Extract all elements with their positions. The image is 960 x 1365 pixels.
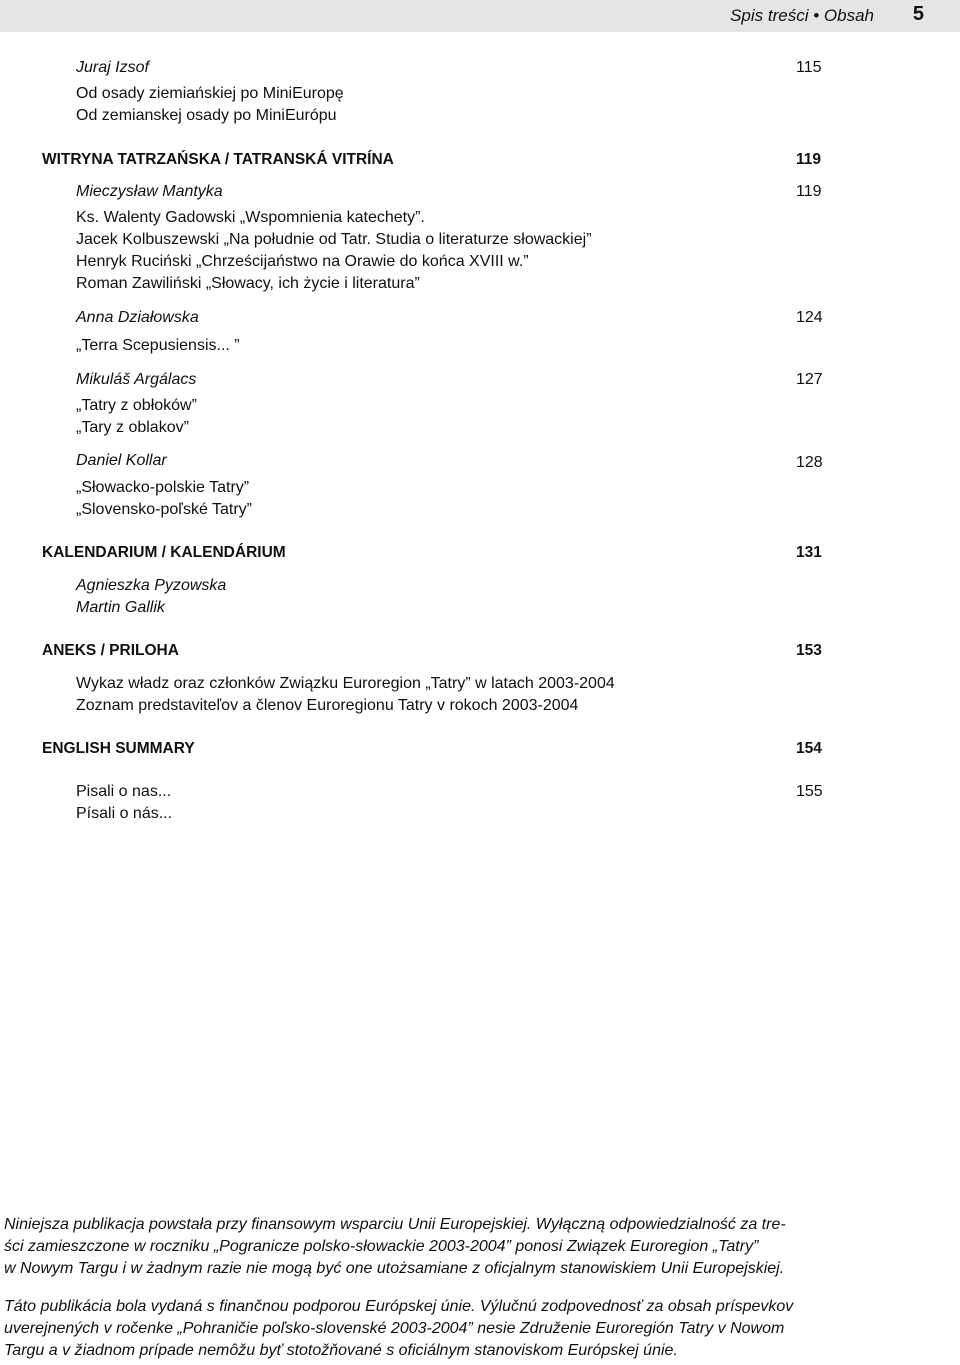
toc-page: 115 — [796, 59, 822, 76]
toc-title: „Slovensko-poľské Tatry” — [76, 501, 252, 518]
toc-page: 124 — [796, 309, 823, 326]
toc-title: „Tatry z obłoków” — [76, 397, 197, 414]
toc-page: 131 — [796, 544, 822, 561]
notice-line: Targu a v žiadnom prípade nemôžu byť stotožňované s oficiálnym stanoviskom Európskej únie. — [4, 1342, 678, 1359]
toc-page: 127 — [796, 371, 823, 388]
toc-title: Zoznam predstaviteľov a členov Euroregionu Tatry v rokoch 2003-2004 — [76, 697, 579, 714]
toc-author: Agnieszka Pyzowska — [76, 577, 227, 594]
notice-line: w Nowym Targu i w żadnym razie nie mogą być one utożsamiane z oficjalnym stanowiskiem Unii Europejskiej. — [4, 1260, 785, 1277]
toc-section: WITRYNA TATRZAŃSKA / TATRANSKÁ VITRÍNA — [42, 151, 394, 168]
toc-author: Mieczysław Mantyka — [76, 183, 223, 200]
toc-author: Juraj Izsof — [76, 59, 149, 76]
toc-title: Roman Zawiliński „Słowacy, ich życie i literatura” — [76, 275, 420, 292]
toc-section: ENGLISH SUMMARY — [42, 740, 195, 757]
toc-title: „Słowacko-polskie Tatry” — [76, 479, 250, 496]
toc-page: 119 — [796, 151, 822, 168]
toc-page: 153 — [796, 642, 822, 659]
toc-title: Jacek Kolbuszewski „Na południe od Tatr. Studia o literaturze słowackiej” — [76, 231, 592, 248]
page-header — [0, 0, 960, 32]
toc-title: Od osady ziemiańskiej po MiniEuropę — [76, 85, 344, 102]
toc-page: 154 — [796, 740, 822, 757]
toc-author: Anna Działowska — [76, 309, 199, 326]
toc-title: Písali o nás... — [76, 805, 173, 822]
toc-page: 155 — [796, 783, 823, 800]
toc-title: Wykaz władz oraz członków Związku Euroregion „Tatry” w latach 2003-2004 — [76, 675, 615, 692]
funding-notice-sk — [4, 1296, 874, 1362]
toc-author: Daniel Kollar — [76, 452, 167, 469]
notice-line: ści zamieszczone w roczniku „Pogranicze polsko-słowackie 2003-2004” ponosi Związek Euroregion „Tatry” — [4, 1238, 759, 1255]
toc-title: Od zemianskej osady po MiniEurópu — [76, 107, 337, 124]
toc-title: Ks. Walenty Gadowski „Wspomnienia katechety”. — [76, 209, 425, 226]
toc-title: „Tary z oblakov” — [76, 419, 189, 436]
toc-author: Mikuláš Argálacs — [76, 371, 197, 388]
toc-title: Pisali o nas... — [76, 783, 172, 800]
toc-author: Martin Gallik — [76, 599, 165, 616]
toc-title: „Terra Scepusiensis... ” — [76, 337, 240, 354]
toc-section: KALENDARIUM / KALENDÁRIUM — [42, 544, 286, 561]
funding-notice-pl — [4, 1214, 874, 1280]
page-number: 5 — [912, 3, 924, 25]
notice-line: Niniejsza publikacja powstała przy finansowym wsparciu Unii Europejskiej. Wyłączną odpowiedzialność za tre- — [4, 1216, 786, 1233]
toc-title: Henryk Ruciński „Chrześcijaństwo na Orawie do końca XVIII w.” — [76, 253, 529, 270]
notice-line: uverejnených v ročenke „Pohraničie poľsko-slovenské 2003-2004” nesie Združenie Euroregión Tatry v Nowom — [4, 1320, 785, 1337]
toc-page: 128 — [796, 454, 823, 471]
notice-line: Táto publikácia bola vydaná s finančnou podporou Európskej únie. Výlučnú zodpovednosť za obsah príspevkov — [4, 1298, 794, 1315]
toc-section: ANEKS / PRILOHA — [42, 642, 179, 659]
header-title: Spis treści • Obsah — [730, 6, 874, 25]
toc-page: 119 — [796, 183, 822, 200]
